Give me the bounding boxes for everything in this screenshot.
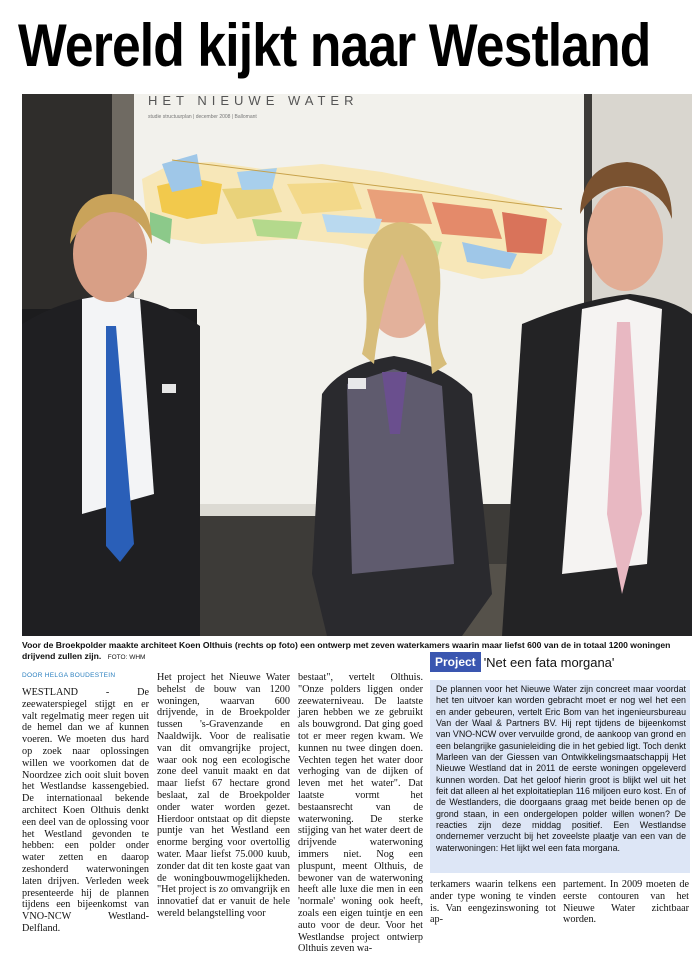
poster-subtitle: studie structuurplan | december 2008 | Ballomant bbox=[148, 114, 257, 120]
article-column-4: terkamers waarin telkens een ander type woning te vinden is. Van eengezinswoning tot ap- bbox=[430, 879, 556, 926]
article-column-3: bestaat", vertelt Olthuis. "Onze polders liggen onder zeewaterniveau. De laatste jaren hebben we ze gebruikt als bouwgrond. Dat ging goed tot er meer regen kwam. We kunnen nu twee dingen doen. Vechten tegen het water door verhoging van de dijken of leven met het water". Dat laatste vormt het bestaansrecht van de waterwoning. De sterke stijging van het water deert de drijvende waterwoning immers niet. Nog een pluspunt, meent Olthuis, de bewoner van de waterwoning heeft alle luxe die men in een 'normale' woning ook heeft, zoals een eigen tuintje en een auto voor de deur. Voor het Westlandse project ontwierp Olthuis zeven wa- bbox=[298, 672, 423, 955]
byline: DOOR HELGA BOUDESTEIN bbox=[22, 672, 116, 679]
photo-credit: FOTO: WHM bbox=[107, 654, 146, 661]
project-box-header bbox=[430, 651, 614, 673]
article-column-5: partement. In 2009 moeten de eerste contouren van het Nieuwe Water zichtbaar worden. bbox=[563, 879, 689, 926]
news-photo bbox=[22, 94, 692, 636]
project-title: 'Net een fata morgana' bbox=[483, 654, 615, 670]
article-column-2: Het project het Nieuwe Water behelst de bouw van 1200 woningen, waarvan 600 drijvende, in de Broekpolder tussen 's-Gravenzande en Naaldwijk. Voor de realisatie van dit omvangrijke project, waar ook nog een ecologische zone deel vanuit maakt en dat maar liefst 67 hectare grond beslaat, zal de Broekpolder onder water worden gezet. Hierdoor ontstaat op dit diepste puntje van het Westland een enorme berging voor overtollig water. Maar liefst 75.000 kuub, zonder dat dit ten koste gaat van de woningbouwmogelijkheden. "Het project is zo omvangrijk en innovatief dat er vanuit de hele wereld belangstelling voor bbox=[157, 672, 290, 919]
caption-text: Voor de Broekpolder maakte architeet Koen Olthuis (rechts op foto) een ontwerp met zeven waterkamers waarin maar liefst 600 van de in totaal 1200 woningen drijvend zullen zijn. bbox=[22, 640, 671, 661]
headline: Wereld kijkt naar Westland bbox=[18, 12, 651, 79]
poster-title: HET NIEUWE WATER bbox=[148, 94, 359, 108]
project-label: Project bbox=[430, 652, 481, 672]
article-column-1: WESTLAND - De zeewaterspiegel stijgt en er valt regelmatig meer regen uit de hemel dan we af kunnen voeren. We moeten dus hard op zoek naar oplossingen willen we voorkomen dat de Noordzee zich ooit sluit boven het Westlandse kassengebied. De internationaal bekende architect Koen Olthuis denkt een deel van de oplossing voor het Westland gevonden te hebben: een polder onder water zetten en daarop zeshonderd waterwoningen laten drijven. Verleden week presenteerde hij de plannen tijdens een bijeenkomst van VNO-NCW Westland-Delfland. bbox=[22, 687, 149, 934]
project-box-text: De plannen voor het Nieuwe Water zijn concreet maar voordat het ten uitvoer kan worden gebracht moet er nog wel het een en ander gebeuren, vertelt Eric Bom van het ingenieursbureau Van der Waal & Partners BV. Hij rept tijdens de bijeenkomst van VNO-NCW over vervuilde grond, de aankoop van grond en een belangrijke gasunieleiding die in het gebied ligt. Toch denkt Marleen van der Giessen van Ontwikkelingsmaatschappij Het Nieuwe Westland dat in 2011 de eerste woningen opgeleverd kunnen worden. Dat het geloof hierin groot is blijkt wel uit het feit dat alleen al het exploitatieplan 116 miljoen euro kost. En of de Westlanders, die doorgaans graag met beide benen op de grond staan, in een ondergelopen polder willen wonen? De reacties zijn deze middag positief. Een Westlandse ondernemer verzucht bij het zoveelste plaatje van een van de waterwoningen: Het lijkt wel een fata morgana. bbox=[436, 684, 686, 853]
